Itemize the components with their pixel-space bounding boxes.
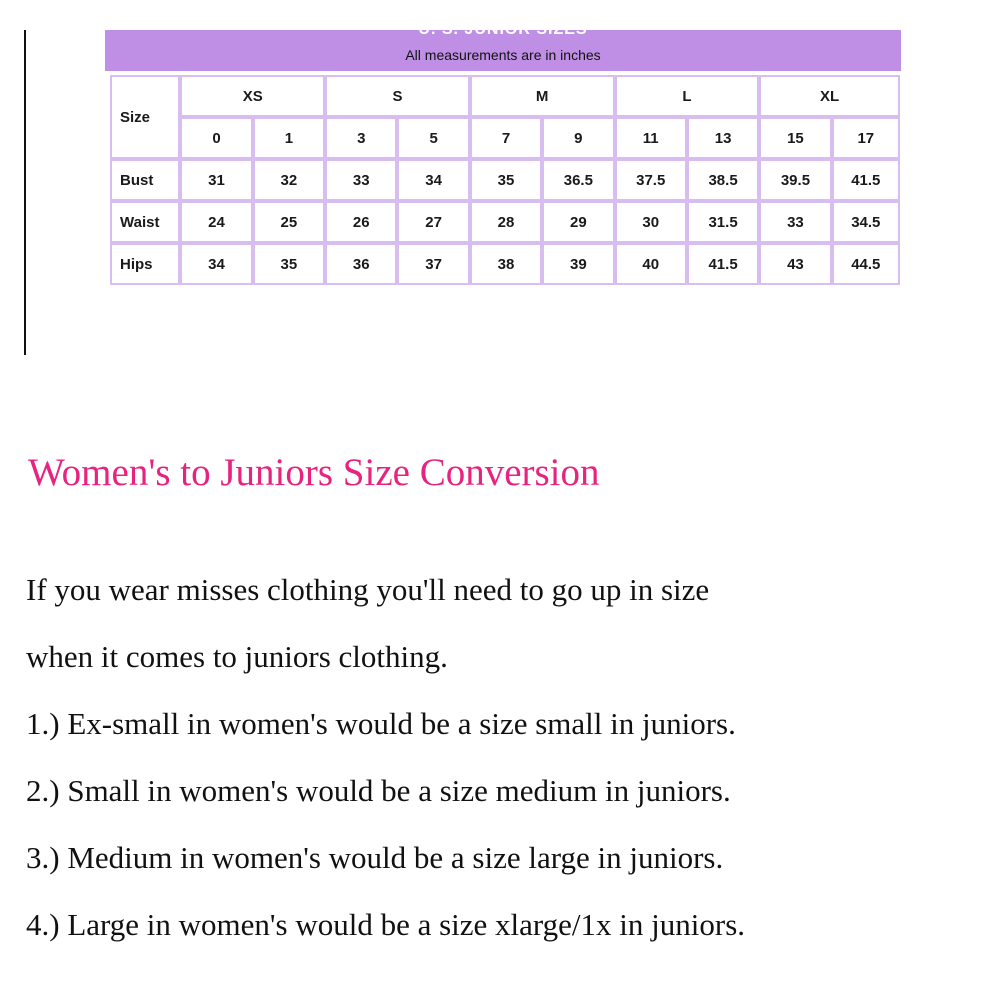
hips-row bbox=[110, 243, 900, 285]
table-cell: 25 bbox=[253, 201, 325, 243]
table-cell: 34.5 bbox=[832, 201, 900, 243]
list-item: 3.) Medium in women's would be a size large in juniors. bbox=[26, 840, 724, 875]
row-label-hips: Hips bbox=[110, 243, 180, 285]
size-label: Size bbox=[110, 75, 180, 159]
numeric-size-row bbox=[110, 117, 900, 159]
table-cell: 41.5 bbox=[687, 243, 759, 285]
numeric-size: 11 bbox=[615, 117, 687, 159]
table-cell: 32 bbox=[253, 159, 325, 201]
size-group-xs: XS bbox=[180, 75, 325, 117]
size-table bbox=[110, 75, 900, 285]
waist-row bbox=[110, 201, 900, 243]
table-cell: 27 bbox=[397, 201, 469, 243]
section-heading: Women's to Juniors Size Conversion bbox=[28, 451, 600, 494]
numeric-size: 5 bbox=[397, 117, 469, 159]
chart-header-band bbox=[105, 21, 901, 71]
chart-title: U. S. JUNIOR SIZES bbox=[418, 21, 588, 38]
row-label-bust: Bust bbox=[110, 159, 180, 201]
table-cell: 29 bbox=[542, 201, 614, 243]
numeric-size: 9 bbox=[542, 117, 614, 159]
size-group-s: S bbox=[325, 75, 470, 117]
table-cell: 40 bbox=[615, 243, 687, 285]
size-group-row bbox=[110, 75, 900, 117]
numeric-size: 17 bbox=[832, 117, 900, 159]
article-body bbox=[26, 556, 986, 958]
table-cell: 34 bbox=[397, 159, 469, 201]
table-cell: 35 bbox=[253, 243, 325, 285]
table-cell: 44.5 bbox=[832, 243, 900, 285]
table-cell: 38 bbox=[470, 243, 542, 285]
numeric-size: 3 bbox=[325, 117, 397, 159]
size-group-m: M bbox=[470, 75, 615, 117]
numeric-size: 13 bbox=[687, 117, 759, 159]
intro-line: when it comes to juniors clothing. bbox=[26, 639, 448, 674]
table-cell: 33 bbox=[325, 159, 397, 201]
list-item: 1.) Ex-small in women's would be a size small in juniors. bbox=[26, 706, 736, 741]
size-group-xl: XL bbox=[759, 75, 900, 117]
table-cell: 37 bbox=[397, 243, 469, 285]
table-cell: 39 bbox=[542, 243, 614, 285]
table-cell: 31 bbox=[180, 159, 252, 201]
table-cell: 38.5 bbox=[687, 159, 759, 201]
table-cell: 37.5 bbox=[615, 159, 687, 201]
table-cell: 39.5 bbox=[759, 159, 831, 201]
numeric-size: 0 bbox=[180, 117, 252, 159]
chart-subtitle: All measurements are in inches bbox=[405, 47, 601, 63]
list-item: 4.) Large in women's would be a size xlarge/1x in juniors. bbox=[26, 907, 746, 942]
size-group-l: L bbox=[615, 75, 760, 117]
table-cell: 26 bbox=[325, 201, 397, 243]
table-cell: 43 bbox=[759, 243, 831, 285]
table-cell: 24 bbox=[180, 201, 252, 243]
table-cell: 36.5 bbox=[542, 159, 614, 201]
numeric-size: 7 bbox=[470, 117, 542, 159]
table-cell: 33 bbox=[759, 201, 831, 243]
intro-line: If you wear misses clothing you'll need to go up in size bbox=[26, 572, 710, 607]
bust-row bbox=[110, 159, 900, 201]
table-cell: 30 bbox=[615, 201, 687, 243]
table-cell: 41.5 bbox=[832, 159, 900, 201]
table-cell: 31.5 bbox=[687, 201, 759, 243]
table-cell: 35 bbox=[470, 159, 542, 201]
table-cell: 28 bbox=[470, 201, 542, 243]
size-chart-image bbox=[105, 21, 901, 282]
row-label-waist: Waist bbox=[110, 201, 180, 243]
text-cursor bbox=[24, 30, 26, 355]
list-item: 2.) Small in women's would be a size medium in juniors. bbox=[26, 773, 731, 808]
numeric-size: 15 bbox=[759, 117, 831, 159]
table-cell: 36 bbox=[325, 243, 397, 285]
table-cell: 34 bbox=[180, 243, 252, 285]
numeric-size: 1 bbox=[253, 117, 325, 159]
